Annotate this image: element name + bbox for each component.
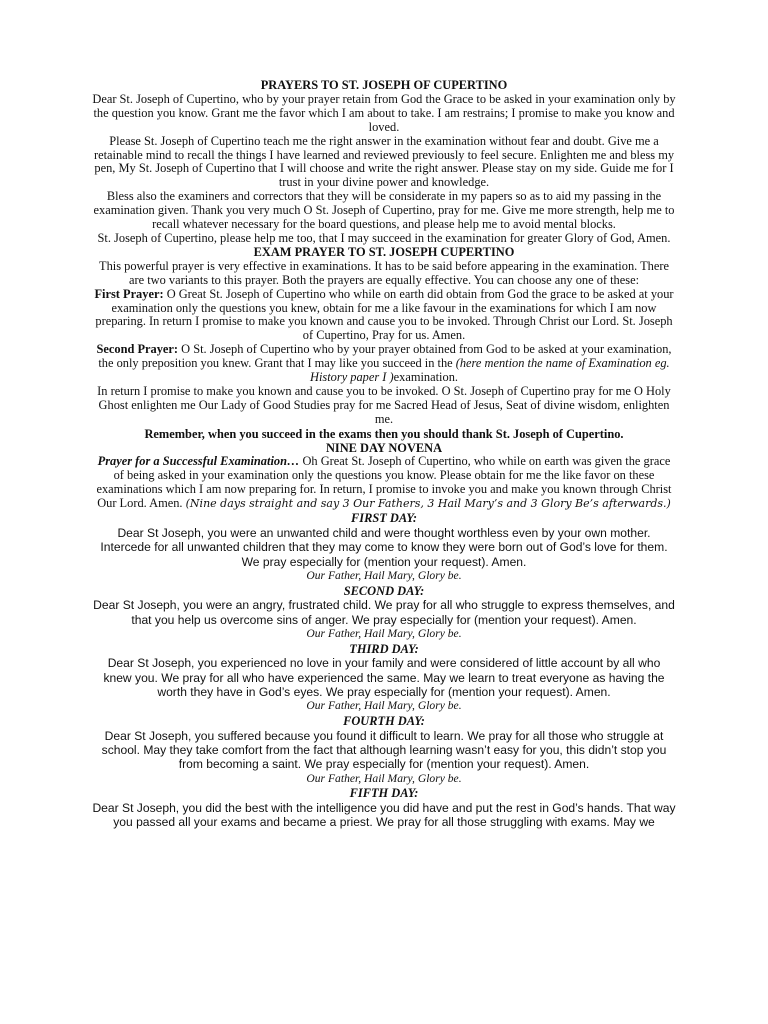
day-1-title: FIRST DAY:	[351, 511, 417, 526]
day-3-refrain: Our Father, Hail Mary, Glory be.	[306, 699, 462, 713]
first-prayer-text: O Great St. Joseph of Cupertino who while on earth did obtain from God the grace to be asked at your examination only the questions you knew, obtain for me a like favour in the examinations for which I am now preparing. In return I promise to make you known and cause you to be invoked. Through Christ our Lord. St. Joseph of Cupertino, Pray for us. Amen.	[95, 286, 674, 343]
day-3-text: Dear St Joseph, you experienced no love in your family and were considered of little account by all who knew you. We pray for all who have experienced the same. May we learn to treat everyone as having the worth they have in God’s eyes. We pray especially for (mention your request). Amen.	[103, 656, 665, 699]
prayers-title: PRAYERS TO ST. JOSEPH OF CUPERTINO	[260, 78, 508, 92]
day-4-title: FOURTH DAY:	[343, 713, 425, 728]
prayers-paragraph-4: St. Joseph of Cupertino, please help me too, that I may succeed in the examination for greater Glory of God, Amen.	[97, 230, 671, 245]
day-4-text: Dear St Joseph, you suffered because you found it difficult to learn. We pray for all those who struggle at school. May they take comfort from the fact that although learning wasn’t easy for you, this didn’t stop you from becoming a saint. We pray especially for (mention your request). Amen.	[101, 728, 667, 772]
return-promise: In return I promise to make you known and cause you to be invoked. O St. Joseph of Cupertino pray for me O Holy Ghost enlighten me Our Lady of Good Studies pray for me Sacred Head of Jesus, Seat of divine wisdom, enlighten me.	[97, 383, 671, 426]
exam-prayer-title: EXAM PRAYER TO ST. JOSEPH CUPERTINO	[253, 244, 515, 259]
novena-text: Oh Great St. Joseph of Cupertino, who while on earth was given the grace of being asked in your examination only the questions you know. Please obtain for me the like favor on these examinations which I am now preparing for. In return, I promise to invoke you and make you known through Christ Our Lord. Amen.	[96, 454, 672, 511]
day-1-refrain: Our Father, Hail Mary, Glory be.	[306, 568, 462, 582]
day-3-title: THIRD DAY:	[349, 641, 419, 656]
second-prayer-text: O St. Joseph of Cupertino who by your prayer obtained from God to be asked at your examination, the only preposition you knew. Grant that I may like you succeed in the	[98, 342, 672, 371]
prayers-paragraph-1: Dear St. Joseph of Cupertino, who by your prayer retain from God the Grace to be asked in your examination only by the question you know. Grant me the favor which I am about to take. I am restrains; I promise to make you know and loved.	[92, 91, 676, 134]
exam-intro: This powerful prayer is very effective in examinations. It has to be said before appearing in the examination. There are two variants to this prayer. Both the prayers are equally effective. You can choose any one of these:	[99, 258, 669, 287]
second-prayer-end: examination.	[393, 370, 458, 385]
novena-title: NINE DAY NOVENA	[325, 440, 443, 455]
day-5-title: FIFTH DAY:	[349, 786, 419, 801]
second-prayer-label: Second Prayer:	[96, 342, 179, 357]
prayers-paragraph-2: Please St. Joseph of Cupertino teach me the right answer in the examination without fear and doubt. Give me a retainable mind to recall the things I have learned and reviewed previously to feel secure. Enlighten me and bless my pen, My St. Joseph of Cupertino that I will choose and write the right answer. Please stay on my side. Guide me for I trust in your divine power and knowledge.	[93, 133, 675, 190]
second-prayer	[92, 343, 676, 385]
second-prayer-note: (here mention the name of Examination eg. History paper I )	[310, 356, 670, 385]
day-2-text: Dear St Joseph, you were an angry, frustrated child. We pray for all who struggle to express themselves, and that you help us overcome sins of anger. We pray especially for (mention your request). Amen.	[93, 598, 675, 627]
day-5-text: Dear St Joseph, you did the best with the intelligence you did have and put the rest in God’s hands. That way you passed all your exams and became a priest. We pray for all those struggling with exams. May we	[92, 800, 676, 830]
day-4-refrain: Our Father, Hail Mary, Glory be.	[306, 771, 462, 785]
novena-note: (Nine days straight and say 3 Our Fathers, 3 Hail Mary’s and 3 Glory Be’s afterwards.)	[185, 497, 671, 511]
first-prayer-label: First Prayer:	[94, 286, 164, 301]
novena-intro	[92, 455, 676, 511]
novena-lead: Prayer for a Successful Examination…	[97, 454, 300, 469]
remember-note: Remember, when you succeed in the exams then you should thank St. Joseph of Cupertino.	[144, 426, 624, 441]
prayers-paragraph-3: Bless also the examiners and correctors that they will be considerate in my papers so as to aid my passing in the examination given. Thank you very much O St. Joseph of Cupertino, pray for me. Give me more strength, help me to recall whatever necessary for the board questions, and please help me to avoid mental blocks.	[93, 189, 675, 232]
first-prayer	[92, 288, 676, 344]
day-2-title: SECOND DAY:	[343, 583, 425, 598]
day-1-text: Dear St Joseph, you were an unwanted child and were thought worthless even by your own mother. Intercede for all unwanted children that they may come to know they were born out of God’s love for them. We pray especially for (mention your request). Amen.	[100, 525, 668, 569]
day-2-refrain: Our Father, Hail Mary, Glory be.	[306, 626, 462, 640]
